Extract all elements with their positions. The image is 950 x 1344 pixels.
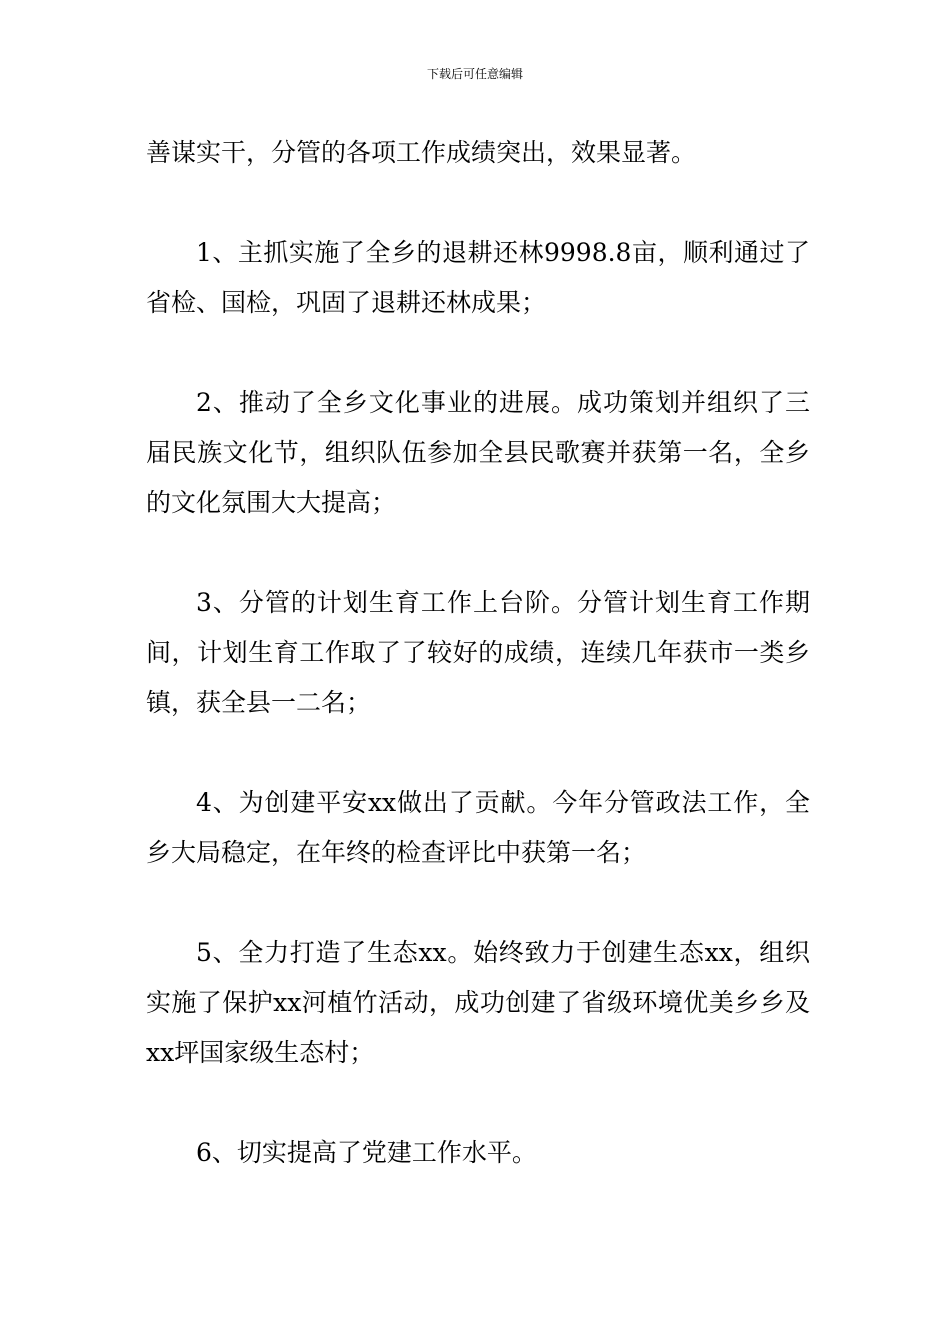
- paragraph: 4、为创建平安xx做出了贡献。今年分管政法工作，全乡大局稳定，在年终的检查评比中获第一名；: [146, 788, 810, 867]
- paragraph: 5、全力打造了生态xx。始终致力于创建生态xx，组织实施了保护xx河植竹活动，成功创建了省级环境优美乡乡及xx坪国家级生态村；: [146, 938, 810, 1067]
- paragraph: 1、主抓实施了全乡的退耕还林9998.8亩，顺利通过了省检、国检，巩固了退耕还林成果；: [146, 238, 810, 317]
- paragraph: 2、推动了全乡文化事业的进展。成功策划并组织了三届民族文化节，组织队伍参加全县民歌赛并获第一名，全乡的文化氛围大大提高；: [146, 388, 810, 517]
- paragraph: 3、分管的计划生育工作上台阶。分管计划生育工作期间，计划生育工作取了了较好的成绩，连续几年获市一类乡镇，获全县一二名；: [146, 588, 810, 717]
- paragraph: 善谋实干，分管的各项工作成绩突出，效果显著。: [146, 138, 697, 167]
- paragraph: 6、切实提高了党建工作水平。: [196, 1138, 537, 1167]
- header-note: 下载后可任意编辑: [426, 67, 523, 81]
- document-body: [146, 128, 810, 1228]
